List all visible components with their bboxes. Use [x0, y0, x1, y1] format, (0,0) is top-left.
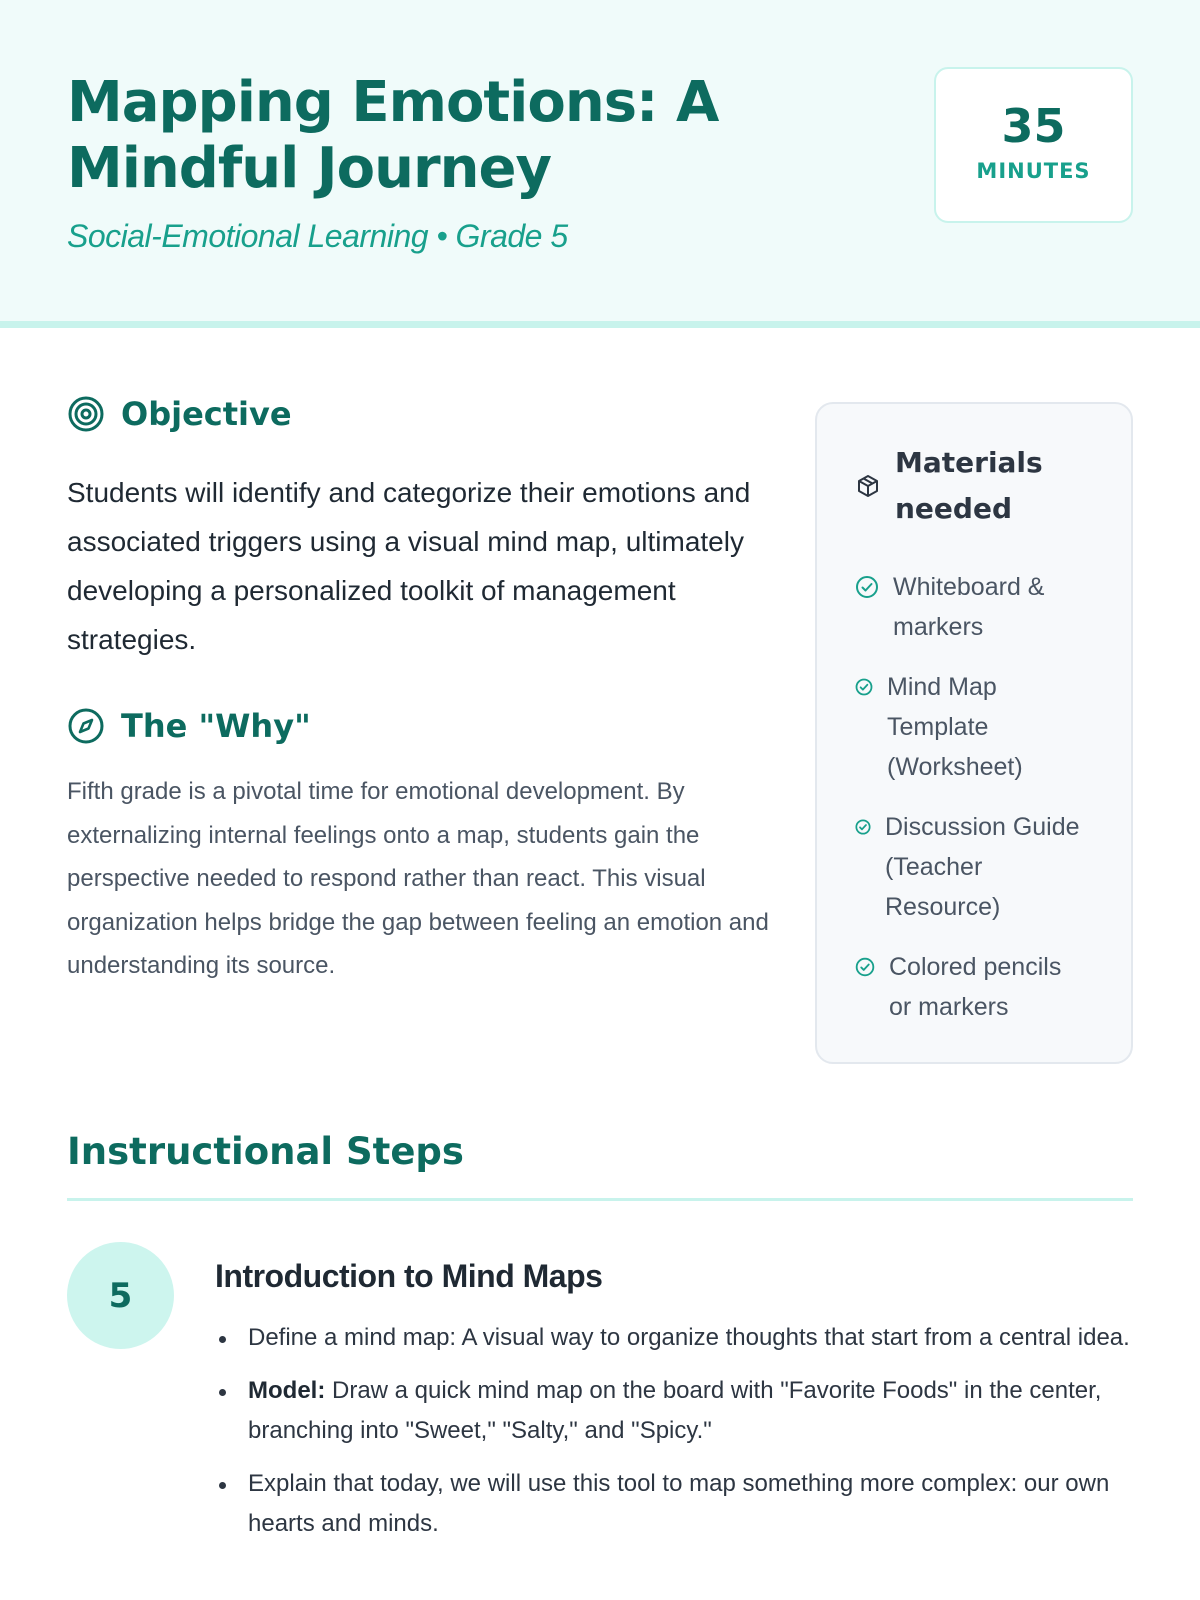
- duration-card: [934, 67, 1133, 223]
- materials-item-label: Whiteboard & markers: [893, 573, 1045, 641]
- lesson-subtitle: Social-Emotional Learning • Grade 5: [67, 218, 568, 254]
- why-title: The "Why": [121, 707, 311, 745]
- compass-icon: [67, 707, 105, 745]
- step-title: Introduction to Mind Maps: [215, 1258, 603, 1294]
- materials-item: [855, 947, 1089, 1027]
- steps-divider: [67, 1198, 1133, 1201]
- objective-title: Objective: [121, 395, 292, 433]
- materials-item-label: Discussion Guide (Teacher Resource): [885, 813, 1080, 921]
- materials-item: [855, 567, 1073, 647]
- step-bullet-text: Draw a quick mind map on the board with "Favorite Foods" in the center, branching into "Sweet," "Salty," and "Spicy.": [248, 1377, 1102, 1444]
- materials-card: [815, 402, 1133, 1064]
- check-circle-icon: [855, 678, 873, 696]
- step-bullet: Explain that today, we will use this tool to map something more complex: our own hearts and minds.: [215, 1464, 1135, 1544]
- step-bullet: [215, 1371, 1135, 1451]
- materials-item-label: Mind Map Template (Worksheet): [887, 673, 1023, 781]
- materials-title: Materials needed: [895, 446, 1043, 525]
- lesson-title: Mapping Emotions: A Mindful Journey: [67, 70, 719, 201]
- why-heading: [67, 707, 311, 745]
- materials-item-label: Colored pencils or markers: [889, 953, 1062, 1021]
- steps-title: Instructional Steps: [67, 1130, 464, 1173]
- package-icon: [855, 473, 881, 499]
- objective-heading: [67, 395, 292, 433]
- duration-unit: MINUTES: [976, 159, 1091, 183]
- step-bullet: Define a mind map: A visual way to organize thoughts that start from a central idea.: [215, 1318, 1135, 1358]
- step-bullet-list: [215, 1318, 1135, 1557]
- duration-value: 35: [1001, 99, 1066, 153]
- check-circle-icon: [855, 957, 875, 977]
- lesson-header: [0, 0, 1200, 328]
- check-circle-icon: [855, 819, 871, 835]
- materials-item: [855, 807, 1100, 927]
- why-text: Fifth grade is a pivotal time for emotional development. By externalizing internal feelings onto a map, students gain the perspective needed to respond rather than react. This visual organization helps bridge the gap between feeling an emotion and understanding its source.: [67, 778, 769, 979]
- step-bullet-label: Model:: [248, 1377, 326, 1404]
- step-number-badge: 5: [67, 1242, 174, 1349]
- check-circle-icon: [855, 575, 879, 599]
- target-icon: [67, 395, 105, 433]
- materials-heading: [855, 440, 1095, 532]
- objective-text: Students will identify and categorize their emotions and associated triggers using a visual mind map, ultimately developing a personalized toolkit of management strategies.: [67, 477, 751, 655]
- materials-item: [855, 667, 1067, 787]
